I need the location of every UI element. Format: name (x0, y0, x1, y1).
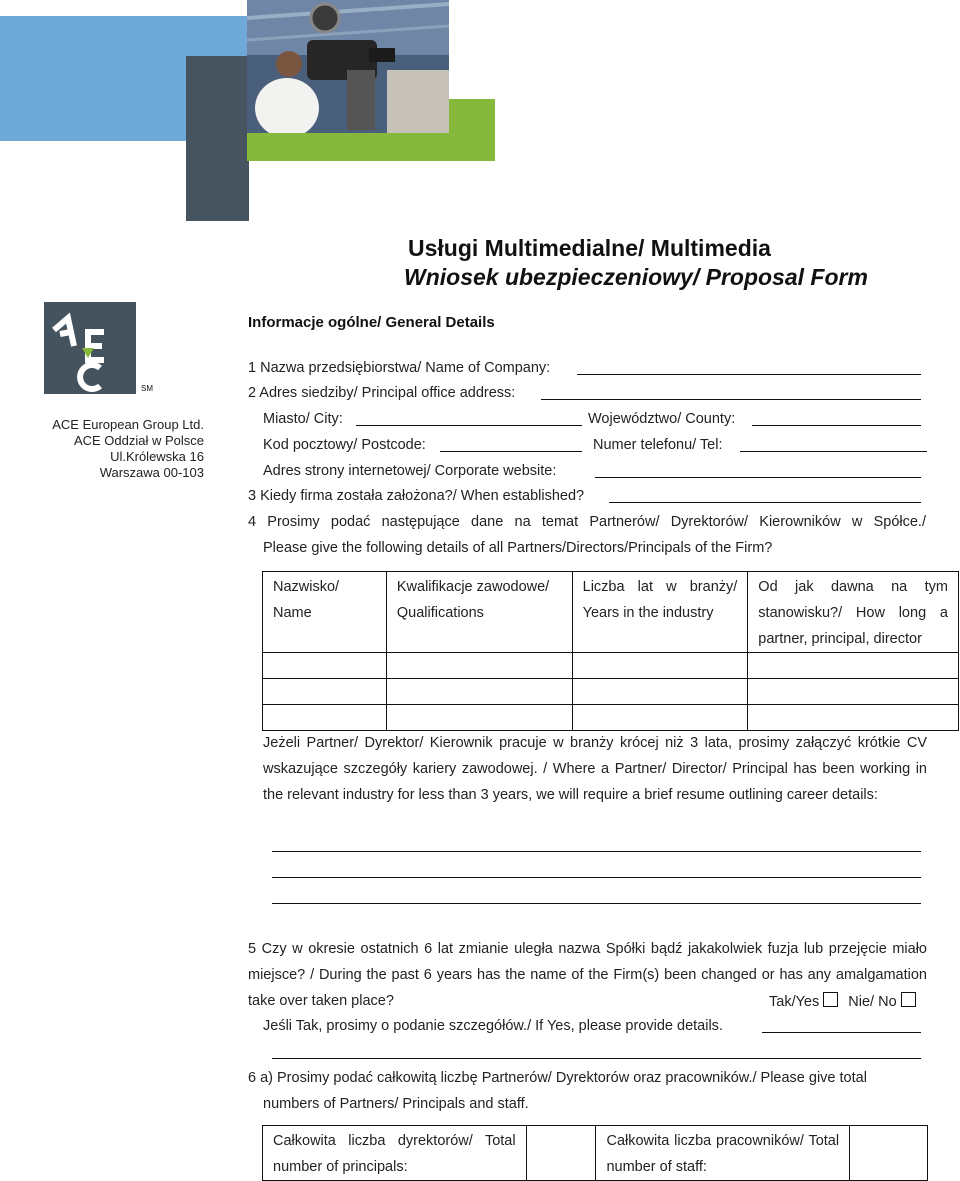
office-address-field[interactable] (541, 399, 921, 400)
ace-logo-icon (44, 302, 136, 394)
yes-label: Tak/Yes (769, 994, 820, 1010)
q6-line2: numbers of Partners/ Principals and staff. (263, 1096, 529, 1112)
camera-operator-image (247, 0, 449, 133)
postcode-label: Kod pocztowy/ Postcode: (263, 437, 426, 453)
established-label: 3 Kiedy firma została założona?/ When established? (248, 488, 585, 504)
career-details-line[interactable] (272, 903, 921, 904)
table-cell[interactable] (572, 705, 748, 731)
staff-label: Całkowita liczba pracowników/ Total number of staff: (596, 1126, 850, 1181)
table-cell[interactable] (572, 679, 748, 705)
company-city: Warszawa 00-103 (99, 465, 204, 480)
career-note: Jeżeli Partner/ Dyrektor/ Kierownik pracuje w branży krócej niż 3 lata, prosimy załączyć krótkie CV wskazujące szczegóły kariery zawodowej. / Where a Partner/ Director/ Principal has been working in the relevant industry for less than 3 years, we will require a brief resume outlining career details: (263, 735, 927, 803)
phone-label: Numer telefonu/ Tel: (593, 437, 723, 453)
website-label: Adres strony internetowej/ Corporate website: (263, 463, 557, 479)
partners-table (262, 571, 959, 731)
company-name-label: 1 Nazwa przedsiębiorstwa/ Name of Company: (248, 360, 551, 376)
table-cell[interactable] (748, 705, 959, 731)
header-photo (247, 0, 449, 133)
page-title: Usługi Multimedialne/ Multimedia (408, 235, 771, 261)
table-cell[interactable] (572, 653, 748, 679)
q5-details-field[interactable] (762, 1032, 921, 1033)
yes-checkbox[interactable] (823, 992, 838, 1007)
table-cell[interactable] (386, 653, 572, 679)
no-checkbox[interactable] (901, 992, 916, 1007)
table-row[interactable] (263, 705, 959, 731)
column-header-years: Liczba lat w branży/ Years in the industry (572, 572, 748, 653)
q5-details-label: Jeśli Tak, prosimy o podanie szczegółów./ If Yes, please provide details. (263, 1018, 723, 1034)
q6-line1: 6 a) Prosimy podać całkowitą liczbę Partnerów/ Dyrektorów oraz pracowników./ Please give total (248, 1070, 867, 1086)
q4-line2: Please give the following details of all Partners/Directors/Principals of the Firm? (263, 540, 773, 556)
page-subtitle: Wniosek ubezpieczeniowy/ Proposal Form (404, 264, 868, 290)
table-cell[interactable] (386, 679, 572, 705)
section-heading: Informacje ogólne/ General Details (248, 314, 495, 331)
county-field[interactable] (752, 425, 921, 426)
career-details-line[interactable] (272, 851, 921, 852)
county-label: Województwo/ County: (588, 411, 736, 427)
table-cell[interactable] (386, 705, 572, 731)
table-row[interactable] (263, 679, 959, 705)
table-cell[interactable] (263, 653, 387, 679)
table-header-row (263, 572, 959, 653)
totals-table (262, 1125, 928, 1181)
column-header-how-long: Od jak dawna na tym stanowisku?/ How long a partner, principal, director (748, 572, 959, 653)
table-cell[interactable] (263, 705, 387, 731)
header-dark-block (186, 56, 249, 221)
established-field[interactable] (609, 502, 921, 503)
company-name-field[interactable] (577, 374, 921, 375)
no-label: Nie/ No (848, 994, 897, 1010)
principals-value-field[interactable] (526, 1126, 596, 1181)
city-label: Miasto/ City: (263, 411, 343, 427)
ace-logo (44, 302, 136, 394)
office-address-label: 2 Adres siedziby/ Principal office address: (248, 385, 516, 401)
table-row (263, 1126, 928, 1181)
city-field[interactable] (356, 425, 582, 426)
table-cell[interactable] (748, 653, 959, 679)
q5-details-line[interactable] (272, 1058, 921, 1059)
principals-label: Całkowita liczba dyrektorów/ Total number of principals: (263, 1126, 527, 1181)
column-header-name: Nazwisko/ Name (263, 572, 387, 653)
table-cell[interactable] (263, 679, 387, 705)
column-header-qualifications: Kwalifikacje zawodowe/ Qualifications (386, 572, 572, 653)
q4-line1: 4 Prosimy podać następujące dane na temat Partnerów/ Dyrektorów/ Kierowników w Spółce./ (248, 514, 926, 530)
phone-field[interactable] (740, 451, 927, 452)
career-details-line[interactable] (272, 877, 921, 878)
company-street: Ul.Królewska 16 (110, 449, 204, 464)
yes-no-group (769, 992, 916, 1010)
staff-value-field[interactable] (850, 1126, 928, 1181)
company-branch: ACE Oddział w Polsce (73, 433, 204, 448)
postcode-field[interactable] (440, 451, 582, 452)
service-mark: SM (141, 384, 153, 393)
company-name: ACE European Group Ltd. (52, 417, 204, 432)
table-row[interactable] (263, 653, 959, 679)
q5-question: 5 Czy w okresie ostatnich 6 lat zmianie uległa nazwa Spółki bądź jakakolwiek fuzja lub przejęcie miało miejsce? / During the past 6 years has the name of the Firm(s) been changed or has any amalgamation take over taken place? (248, 941, 927, 1009)
website-field[interactable] (595, 477, 921, 478)
table-cell[interactable] (748, 679, 959, 705)
